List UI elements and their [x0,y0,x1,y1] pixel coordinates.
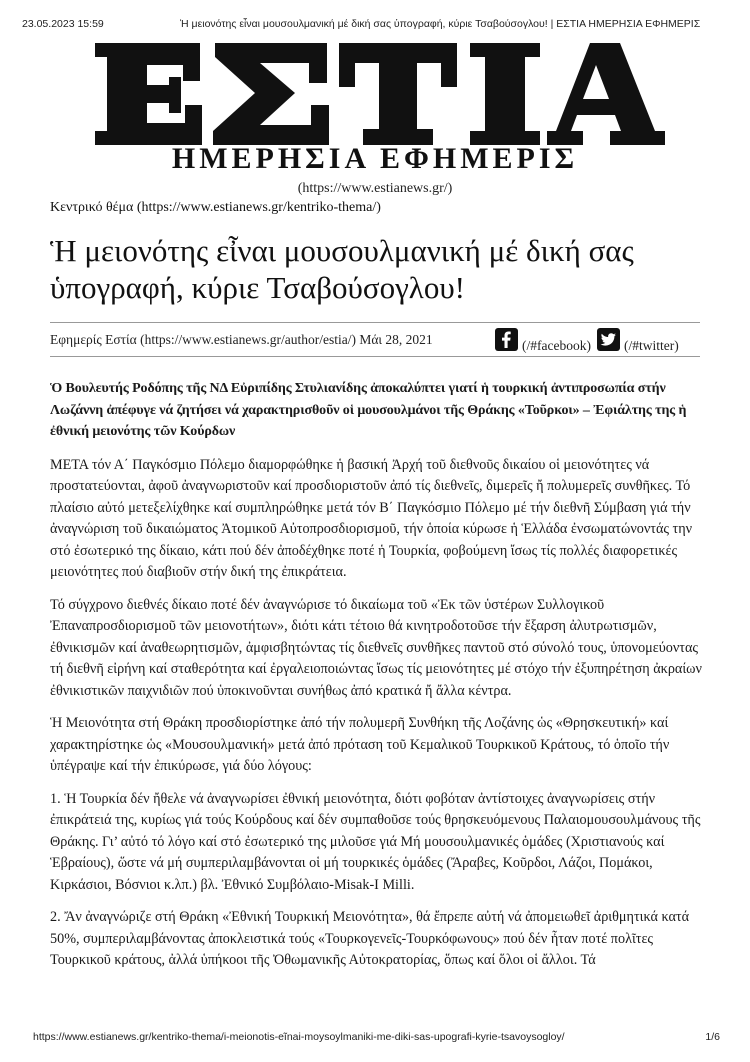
share-facebook[interactable] [495,328,591,351]
home-link[interactable]: (https://www.estianews.gr/) [297,181,453,196]
article-paragraph: Ἡ Μειονότητα στή Θράκη προσδιορίστηκε ἀπό τήν πολυμερῆ Συνθήκη τῆς Λοζάνης ὡς «Θρησκευτική» καί χαρακτηρίστηκε ὡς «Μουσουλμανική» μετά ἀπό πρόταση τοῦ Κεμαλικοῦ Τουρκικοῦ Κράτους, τό ὁποῖο τήν ὑπέγραψε καί τήν ἐπικύρωσε, γιά δύο λόγους: [50,715,670,774]
share-twitter[interactable] [597,328,679,351]
article-headline [50,232,710,306]
divider-top [50,322,700,323]
share-twitter-label[interactable]: (/#twitter) [623,338,679,353]
article-paragraph: ΜΕΤΑ τόν Α΄ Παγκόσμιο Πόλεμο διαμορφώθηκε ἡ βασική Ἀρχή τοῦ διεθνοῦς δικαίου οἱ μειονότητες νά προστατεύονται, ἀφοῦ ἀναγνωριστοῦν καί προσδιοριστοῦν ἀπό τίς διεθνεῖς, διμερεῖς ἤ πολυμερεῖς συνθῆκες. Τό πλαίσιο αὐτό μετεξελίχθηκε καί συμπληρώθηκε μετά τόν Β΄ Παγκόσμιο Πόλεμο μέ τήν διεθνῆ Σύμβαση γιά τήν ἀναγνώριση τοῦ δικαιώματος Ἀτομικοῦ Αὐτοπροσδιορισμοῦ, τήν ὁποία κύρωσε ἡ Ἑλλάδα ἐνσωματώνοντάς την στό ἐσωτερικό της δίκαιο, κάτι πού δέν ἀποδέχθηκε ποτέ ἡ Τουρκία, φοβούμενη ἴσως τίς πολλές διαφορετικές μειονότητες πού διαβιοῦν στήν δική της ἐπικράτεια. [50,456,693,580]
article-paragraph: 1. Ἡ Τουρκία δέν ἤθελε νά ἀναγνωρίσει ἐθνική μειονότητα, διότι φοβόταν ἀντίστοιχες ἀναγνωρίσεις στήν ἐπικράτειά της, κυρίως γιά τούς Κούρδους καί δέν συμπαθοῦσε τούς θρησκευόμενους Παλαιομουσουλμάνους τῆς Θράκης. Γι’ αὐτό τό λόγο καί στό ἐσωτερικό της μιλοῦσε γιά Μή μουσουλμανικές ὁμάδες (Χριστιανούς καί Ἑβραίους), ὥστε νά μή συμπεριλαμβάνονται οἱ μή τουρκικές ὁμάδες (Ἄραβες, Κοῦρδοι, Λάζοι, Πομάκοι, Κιρκάσιοι, Βόσνιοι κ.λπ.) βλ. Ἐθνικό Συμβόλαιο-Misak-I Milli. [50,790,701,893]
headline-line-1: Ἡ μειονότης εἶναι μουσουλμανική μέ δική σας [50,233,634,268]
site-logo[interactable] [95,43,665,145]
print-footer [0,1031,750,1045]
divider-bottom [50,356,700,357]
article-body [50,378,710,983]
print-footer-url: https://www.estianews.gr/kentriko-thema/i-meionotis-eĩnai-moysoylmaniki-me-diki-sas-upografi-kyrie-tsavoysogloy/ [33,1031,565,1043]
facebook-icon[interactable] [495,328,518,351]
headline-line-2: ὑπογραφή, κύριε Τσαβούσογλου! [50,270,465,305]
share-links [495,328,681,354]
article-byline[interactable]: Εφημερίς Εστία (https://www.estianews.gr/author/estia/) Μάι 28, 2021 [50,332,433,347]
logo-wordmark [95,43,665,145]
page-number: 1/6 [705,1031,720,1043]
article-paragraph: Τό σύγχρονο διεθνές δίκαιο ποτέ δέν ἀναγνώρισε τό δικαίωμα τοῦ «Ἐκ τῶν ὑστέρων Συλλογικοῦ Ἐπαναπροσδιορισμοῦ τῶν μειονοτήτων», διότι κάτι τέτοιο θά κινητροδοτοῦσε τήν ἔξαρση ἀλυτρωτισμῶν, ἐθνικισμῶν καί ἀναθεωρητισμῶν, ἀμφισβητώντας τίς διεθνεῖς συνθῆκες παντοῦ στό σύνολό τους, ὑπονομεύοντας τή διεθνῆ εἰρήνη καί σταθερότητα καί ἐργαλειοποιώντας ἴσως τίς μειονότητες μέ στόχο τήν ἐξυπηρέτηση ἀκραίων ἐθνικιστικῶν παιχνιδιῶν πού ὑποκινοῦνται συνήθως ἀπό κρατικά ἤ ἄλλα κέντρα. [50,596,702,699]
twitter-icon[interactable] [597,328,620,351]
print-header [0,18,750,32]
print-document-title: Ἡ μειονότης εἶναι μουσουλμανική μέ δική σας ὑπογραφή, κύριε Τσαβούσογλου! | ΕΣΤΙΑ ΗΜΕΡΗΣΙΑ ΕΦΗΜΕΡΙΣ [180,18,701,30]
logo-subtitle: ΗΜΕΡΗΣΙΑ ΕΦΗΜΕΡΙΣ [171,142,579,175]
share-facebook-label[interactable]: (/#facebook) [522,338,591,353]
article-lead: Ὁ Βουλευτής Ροδόπης τῆς ΝΔ Εὐριπίδης Στυλιανίδης ἀποκαλύπτει γιατί ἡ τουρκική ἀντιπροσωπία στήν Λωζάννη ἀπέφυγε νά ζητήσει νά χαρακτηρισθοῦν οἱ μουσουλμάνοι τῆς Θράκης «Τοῦρκοι» – Ἐφιάλτης της ἡ ἐθνική μειονότης τῶν Κούρδων [50,381,687,439]
article-paragraph: 2. Ἄν ἀναγνώριζε στή Θράκη «Ἐθνική Τουρκική Μειονότητα», θά ἔπρεπε αὐτή νά ἀπομειωθεῖ ἀριθμητικά κατά 50%, συμπεριλαμβάνοντας ἀποκλειστικά τούς «Τουρκογενεῖς-Τουρκόφωνους» πού δέν ἦταν ποτέ πολῖτες Τουρκικοῦ κράτους, ἀλλά ὑπήκοοι τῆς Ὀθωμανικῆς Αὐτοκρατορίας, ὅπως καί ὅλοι οἱ ἄλλοι. Τά [50,909,690,968]
print-datetime: 23.05.2023 15:59 [22,18,104,30]
category-link[interactable]: Κεντρικό θέμα (https://www.estianews.gr/kentriko-thema/) [50,200,381,215]
